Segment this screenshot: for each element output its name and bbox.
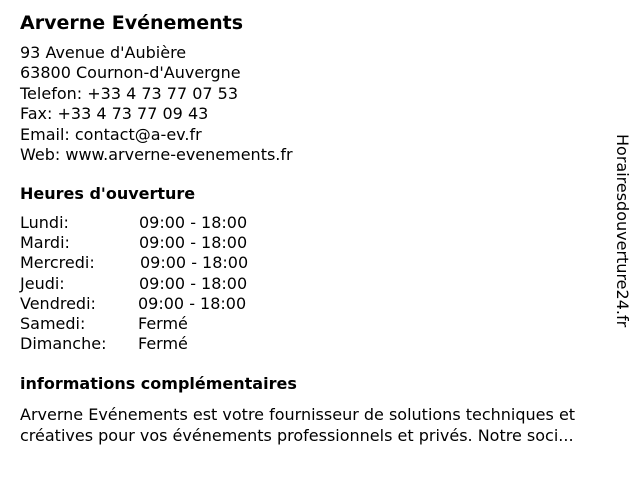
day-hours: 09:00 - 18:00 (139, 233, 248, 253)
business-name: Arverne Evénements (20, 12, 244, 34)
hours-row-sunday (20, 334, 320, 354)
day-label: Jeudi: (20, 273, 65, 293)
day-hours: 09:00 - 18:00 (138, 293, 247, 313)
day-hours: 09:00 - 18:00 (140, 253, 249, 273)
fax-number: Fax: +33 4 73 77 09 43 (20, 104, 209, 124)
contact-block (20, 43, 293, 165)
website: Web: www.arverne-evenements.fr (20, 144, 293, 164)
info-line: Arverne Evénements est votre fournisseur de solutions techniques et (20, 405, 576, 424)
day-hours: 09:00 - 18:00 (139, 273, 248, 293)
day-label: Mardi: (20, 233, 70, 253)
hours-row-wednesday (20, 253, 320, 273)
day-hours: 09:00 - 18:00 (139, 213, 248, 232)
day-label: Lundi: (20, 213, 69, 232)
day-label: Dimanche: (20, 334, 107, 354)
address-street: 93 Avenue d'Aubière (20, 43, 187, 62)
hours-row-saturday (20, 314, 320, 334)
hours-row-friday (20, 294, 320, 314)
opening-hours-heading: Heures d'ouverture (20, 184, 196, 203)
hours-row-tuesday (20, 233, 320, 253)
opening-hours-list (20, 213, 320, 354)
hours-row-monday (20, 213, 320, 233)
day-hours: Fermé (138, 334, 188, 354)
day-label: Vendredi: (20, 293, 96, 313)
hours-row-thursday (20, 274, 320, 294)
site-watermark: Horairesdouverture24.fr (613, 134, 632, 328)
address-city: 63800 Cournon-d'Auvergne (20, 63, 241, 83)
additional-info-heading: informations complémentaires (20, 374, 297, 393)
day-label: Mercredi: (20, 253, 95, 273)
email-address: Email: contact@a-ev.fr (20, 124, 202, 144)
day-label: Samedi: (20, 313, 86, 333)
phone-number: Telefon: +33 4 73 77 07 53 (20, 83, 239, 103)
info-line: créatives pour vos événements professionnels et privés. Notre soci... (20, 426, 574, 445)
additional-info-text (20, 404, 625, 446)
day-hours: Fermé (138, 313, 188, 333)
